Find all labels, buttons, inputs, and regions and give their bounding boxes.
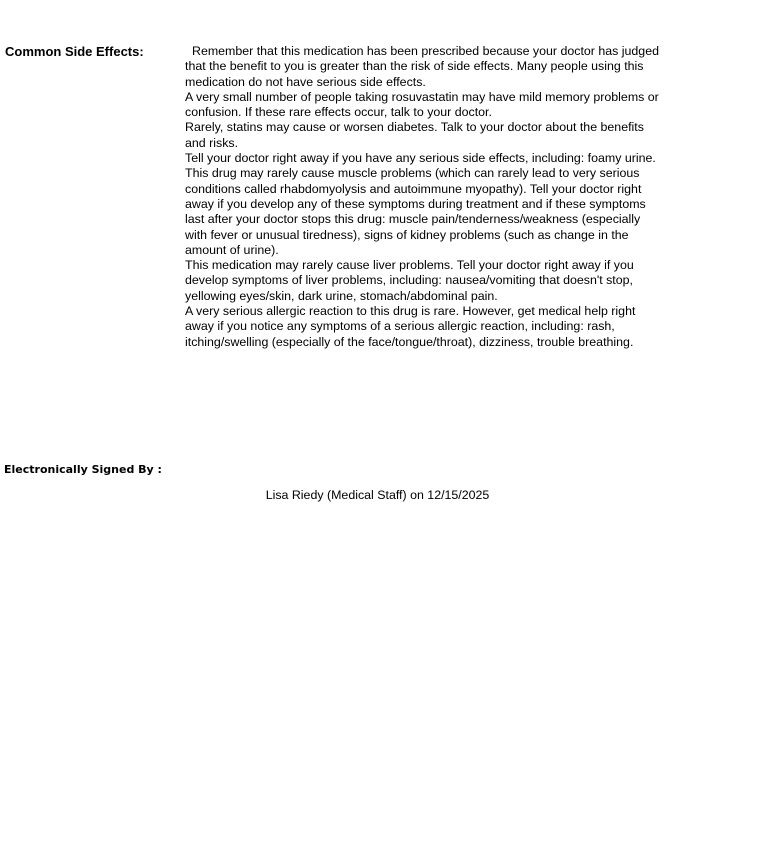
signer-line: Lisa Riedy (Medical Staff) on 12/15/2025: [265, 488, 490, 502]
side-effects-paragraph-allergy: A very serious allergic reaction to this drug is rare. However, get medical help right away if you notice any symptoms of a serious allergic reaction, including: rash, itching/swelling (especially of the face/tongue/throat), dizziness, trouble breathing.: [185, 304, 636, 349]
side-effects-paragraph-intro: Remember that this medication has been prescribed because your doctor has judged that the benefit to you is greater than the risk of side effects. Many people using this medication do not have serious side effects.: [185, 44, 659, 89]
side-effects-paragraph-muscle: This drug may rarely cause muscle problems (which can rarely lead to very serious conditions called rhabdomyolysis and autoimmune myopathy). Tell your doctor right away if you develop any of these symptoms during treatment and if these symptoms last after your doctor stops this drug: muscle pain/tenderness/weakness (especially with fever or unusual tiredness), signs of kidney problems (such as change in the amount of urine).: [185, 166, 646, 257]
electronically-signed-label: Electronically Signed By :: [4, 463, 162, 476]
side-effects-paragraph-memory: A very small number of people taking rosuvastatin may have mild memory problems or confusion. If these rare effects occur, talk to your doctor.: [185, 89, 659, 120]
side-effects-label: Common Side Effects:: [5, 44, 144, 59]
side-effects-paragraph-serious: Tell your doctor right away if you have any serious side effects, including: foamy urine.: [185, 151, 656, 166]
side-effects-text: [185, 44, 659, 350]
side-effects-paragraph-diabetes: Rarely, statins may cause or worsen diabetes. Talk to your doctor about the benefits and risks.: [185, 120, 644, 150]
side-effects-paragraph-liver: This medication may rarely cause liver problems. Tell your doctor right away if you develop symptoms of liver problems, including: nausea/vomiting that doesn't stop, yellowing eyes/skin, dark urine, stomach/abdominal pain.: [185, 258, 634, 303]
